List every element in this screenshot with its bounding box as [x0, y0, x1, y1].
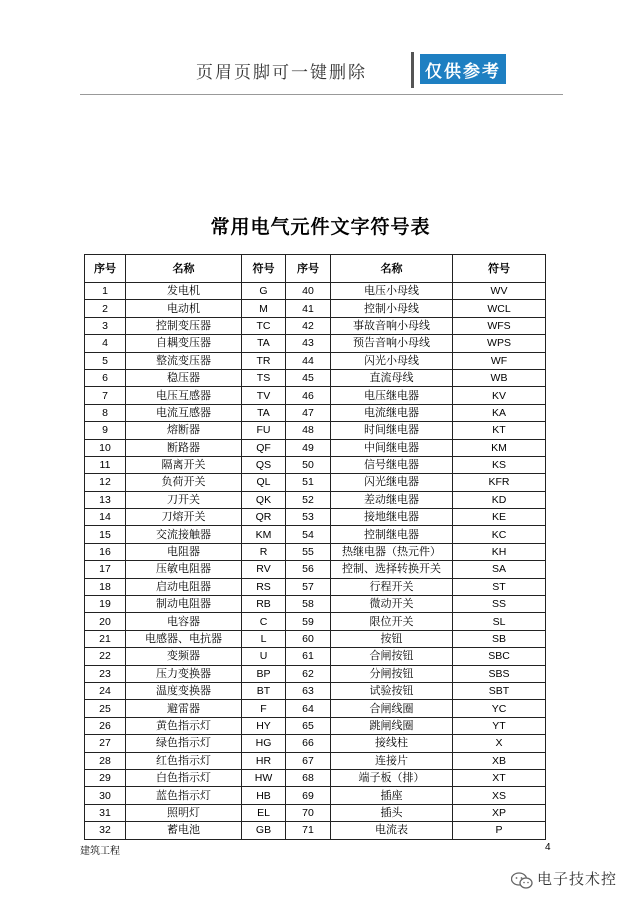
cell-name: 发电机: [126, 283, 242, 300]
cell-symbol: TA: [242, 335, 286, 352]
cell-symbol: RB: [242, 596, 286, 613]
cell-symbol: RV: [242, 561, 286, 578]
cell-index: 30: [85, 787, 126, 804]
cell-symbol: SBC: [453, 648, 546, 665]
header-text: 页眉页脚可一键删除: [196, 63, 367, 83]
header-divider: [411, 52, 414, 88]
watermark-text: 电子技术控: [537, 870, 618, 888]
cell-symbol: KE: [453, 509, 546, 526]
cell-name: 直流母线: [331, 369, 453, 386]
cell-symbol: R: [242, 543, 286, 560]
cell-symbol: F: [242, 700, 286, 717]
cell-name: 绿色指示灯: [126, 735, 242, 752]
cell-name: 熔断器: [126, 422, 242, 439]
cell-index: 10: [85, 439, 126, 456]
cell-name: 插座: [331, 787, 453, 804]
cell-name: 事故音响小母线: [331, 317, 453, 334]
cell-symbol: WV: [453, 283, 546, 300]
table-row: [85, 717, 546, 734]
cell-index: 55: [286, 543, 331, 560]
cell-symbol: TV: [242, 387, 286, 404]
cell-symbol: ST: [453, 578, 546, 595]
cell-symbol: SS: [453, 596, 546, 613]
cell-index: 60: [286, 630, 331, 647]
cell-symbol: C: [242, 613, 286, 630]
cell-index: 11: [85, 456, 126, 473]
cell-name: 隔离开关: [126, 456, 242, 473]
table-row: [85, 526, 546, 543]
cell-symbol: TS: [242, 369, 286, 386]
cell-index: 9: [85, 422, 126, 439]
cell-symbol: M: [242, 300, 286, 317]
cell-name: 控制、选择转换开关: [331, 561, 453, 578]
cell-index: 61: [286, 648, 331, 665]
cell-name: 整流变压器: [126, 352, 242, 369]
cell-symbol: SBS: [453, 665, 546, 682]
cell-symbol: WB: [453, 369, 546, 386]
cell-symbol: QF: [242, 439, 286, 456]
table-row: [85, 439, 546, 456]
cell-name: 电感器、电抗器: [126, 630, 242, 647]
table-row: [85, 387, 546, 404]
cell-name: 变频器: [126, 648, 242, 665]
cell-name: 自耦变压器: [126, 335, 242, 352]
cell-symbol: SA: [453, 561, 546, 578]
table-row: [85, 335, 546, 352]
cell-symbol: YT: [453, 717, 546, 734]
cell-index: 56: [286, 561, 331, 578]
cell-symbol: KA: [453, 404, 546, 421]
cell-index: 57: [286, 578, 331, 595]
cell-symbol: WCL: [453, 300, 546, 317]
cell-index: 63: [286, 682, 331, 699]
cell-name: 电阻器: [126, 543, 242, 560]
header-rule: [80, 94, 563, 95]
cell-index: 17: [85, 561, 126, 578]
cell-index: 69: [286, 787, 331, 804]
cell-index: 67: [286, 752, 331, 769]
cell-name: 交流接触器: [126, 526, 242, 543]
cell-symbol: BT: [242, 682, 286, 699]
table-row: [85, 456, 546, 473]
table-row: [85, 596, 546, 613]
cell-symbol: KD: [453, 491, 546, 508]
cell-index: 62: [286, 665, 331, 682]
cell-name: 启动电阻器: [126, 578, 242, 595]
cell-index: 24: [85, 682, 126, 699]
table-row: [85, 317, 546, 334]
cell-name: 电流互感器: [126, 404, 242, 421]
cell-name: 刀熔开关: [126, 509, 242, 526]
table-row: [85, 474, 546, 491]
cell-symbol: GB: [242, 822, 286, 839]
cell-name: 电压小母线: [331, 283, 453, 300]
cell-name: 照明灯: [126, 804, 242, 821]
cell-name: 中间继电器: [331, 439, 453, 456]
cell-index: 65: [286, 717, 331, 734]
table-row: [85, 630, 546, 647]
page-title: 常用电气元件文字符号表: [210, 216, 431, 238]
wechat-icon: [511, 872, 533, 890]
cell-symbol: WPS: [453, 335, 546, 352]
cell-name: 试验按钮: [331, 682, 453, 699]
cell-name: 闪光小母线: [331, 352, 453, 369]
cell-name: 跳闸线圈: [331, 717, 453, 734]
header-symbol-2: 符号: [453, 255, 546, 283]
table-row: [85, 422, 546, 439]
table-row: [85, 822, 546, 839]
cell-name: 行程开关: [331, 578, 453, 595]
cell-index: 2: [85, 300, 126, 317]
cell-symbol: KS: [453, 456, 546, 473]
table-row: [85, 648, 546, 665]
cell-index: 32: [85, 822, 126, 839]
page-number: 4: [545, 842, 551, 853]
cell-symbol: XP: [453, 804, 546, 821]
cell-symbol: QS: [242, 456, 286, 473]
cell-symbol: QL: [242, 474, 286, 491]
cell-name: 负荷开关: [126, 474, 242, 491]
cell-name: 控制变压器: [126, 317, 242, 334]
cell-symbol: KFR: [453, 474, 546, 491]
cell-symbol: HW: [242, 769, 286, 786]
table-header-row: [85, 255, 546, 283]
cell-index: 59: [286, 613, 331, 630]
cell-symbol: L: [242, 630, 286, 647]
cell-index: 8: [85, 404, 126, 421]
header-index: 序号: [85, 255, 126, 283]
cell-name: 电流继电器: [331, 404, 453, 421]
cell-symbol: KM: [242, 526, 286, 543]
cell-index: 71: [286, 822, 331, 839]
cell-index: 42: [286, 317, 331, 334]
cell-index: 66: [286, 735, 331, 752]
cell-symbol: HY: [242, 717, 286, 734]
cell-name: 电压互感器: [126, 387, 242, 404]
cell-name: 蓄电池: [126, 822, 242, 839]
cell-index: 19: [85, 596, 126, 613]
cell-symbol: KT: [453, 422, 546, 439]
cell-name: 合闸线圈: [331, 700, 453, 717]
cell-index: 23: [85, 665, 126, 682]
cell-name: 稳压器: [126, 369, 242, 386]
cell-symbol: QK: [242, 491, 286, 508]
cell-name: 红色指示灯: [126, 752, 242, 769]
cell-index: 46: [286, 387, 331, 404]
cell-index: 14: [85, 509, 126, 526]
cell-index: 18: [85, 578, 126, 595]
cell-symbol: EL: [242, 804, 286, 821]
cell-symbol: TA: [242, 404, 286, 421]
cell-symbol: KV: [453, 387, 546, 404]
cell-index: 16: [85, 543, 126, 560]
cell-index: 27: [85, 735, 126, 752]
cell-symbol: U: [242, 648, 286, 665]
cell-index: 49: [286, 439, 331, 456]
cell-index: 25: [85, 700, 126, 717]
cell-name: 压敏电阻器: [126, 561, 242, 578]
cell-index: 7: [85, 387, 126, 404]
table-row: [85, 509, 546, 526]
cell-index: 29: [85, 769, 126, 786]
table-row: [85, 352, 546, 369]
cell-index: 3: [85, 317, 126, 334]
cell-index: 70: [286, 804, 331, 821]
cell-symbol: BP: [242, 665, 286, 682]
cell-name: 限位开关: [331, 613, 453, 630]
cell-index: 44: [286, 352, 331, 369]
cell-name: 电容器: [126, 613, 242, 630]
cell-index: 22: [85, 648, 126, 665]
cell-symbol: QR: [242, 509, 286, 526]
header-name: 名称: [126, 255, 242, 283]
table-row: [85, 735, 546, 752]
header-name-2: 名称: [331, 255, 453, 283]
cell-symbol: XS: [453, 787, 546, 804]
cell-index: 64: [286, 700, 331, 717]
table-row: [85, 283, 546, 300]
footer-category: 建筑工程: [80, 846, 120, 857]
cell-name: 接线柱: [331, 735, 453, 752]
table-row: [85, 543, 546, 560]
cell-name: 接地继电器: [331, 509, 453, 526]
symbol-table: [84, 254, 546, 840]
cell-symbol: P: [453, 822, 546, 839]
cell-name: 温度变换器: [126, 682, 242, 699]
cell-symbol: TC: [242, 317, 286, 334]
table-row: [85, 369, 546, 386]
cell-symbol: WF: [453, 352, 546, 369]
cell-name: 控制继电器: [331, 526, 453, 543]
cell-name: 白色指示灯: [126, 769, 242, 786]
cell-symbol: KM: [453, 439, 546, 456]
cell-name: 蓝色指示灯: [126, 787, 242, 804]
cell-name: 连接片: [331, 752, 453, 769]
table-row: [85, 700, 546, 717]
header-index-2: 序号: [286, 255, 331, 283]
cell-symbol: HR: [242, 752, 286, 769]
cell-symbol: SBT: [453, 682, 546, 699]
cell-name: 按钮: [331, 630, 453, 647]
table-row: [85, 613, 546, 630]
cell-index: 54: [286, 526, 331, 543]
cell-name: 压力变换器: [126, 665, 242, 682]
cell-symbol: XT: [453, 769, 546, 786]
cell-index: 31: [85, 804, 126, 821]
table-row: [85, 561, 546, 578]
cell-index: 68: [286, 769, 331, 786]
cell-name: 信号继电器: [331, 456, 453, 473]
cell-name: 刀开关: [126, 491, 242, 508]
table-row: [85, 404, 546, 421]
cell-name: 闪光继电器: [331, 474, 453, 491]
cell-name: 避雷器: [126, 700, 242, 717]
cell-index: 40: [286, 283, 331, 300]
reference-badge: 仅供参考: [420, 54, 506, 84]
table-row: [85, 682, 546, 699]
cell-name: 差动继电器: [331, 491, 453, 508]
cell-symbol: SB: [453, 630, 546, 647]
cell-name: 制动电阻器: [126, 596, 242, 613]
cell-index: 6: [85, 369, 126, 386]
cell-symbol: X: [453, 735, 546, 752]
cell-symbol: G: [242, 283, 286, 300]
cell-index: 28: [85, 752, 126, 769]
cell-name: 插头: [331, 804, 453, 821]
cell-name: 热继电器（热元件）: [331, 543, 453, 560]
cell-name: 分闸按钮: [331, 665, 453, 682]
cell-index: 50: [286, 456, 331, 473]
cell-index: 13: [85, 491, 126, 508]
cell-name: 电动机: [126, 300, 242, 317]
cell-name: 控制小母线: [331, 300, 453, 317]
cell-index: 58: [286, 596, 331, 613]
cell-name: 端子板（排）: [331, 769, 453, 786]
cell-name: 预告音响小母线: [331, 335, 453, 352]
cell-name: 微动开关: [331, 596, 453, 613]
cell-index: 12: [85, 474, 126, 491]
cell-symbol: HB: [242, 787, 286, 804]
cell-index: 21: [85, 630, 126, 647]
cell-index: 48: [286, 422, 331, 439]
table-row: [85, 752, 546, 769]
cell-index: 4: [85, 335, 126, 352]
cell-index: 45: [286, 369, 331, 386]
header-symbol: 符号: [242, 255, 286, 283]
table-row: [85, 804, 546, 821]
cell-index: 53: [286, 509, 331, 526]
cell-symbol: TR: [242, 352, 286, 369]
cell-index: 51: [286, 474, 331, 491]
cell-index: 47: [286, 404, 331, 421]
cell-name: 合闸按钮: [331, 648, 453, 665]
cell-symbol: XB: [453, 752, 546, 769]
cell-name: 断路器: [126, 439, 242, 456]
cell-symbol: YC: [453, 700, 546, 717]
cell-index: 20: [85, 613, 126, 630]
cell-index: 41: [286, 300, 331, 317]
cell-symbol: KC: [453, 526, 546, 543]
table-row: [85, 578, 546, 595]
cell-index: 43: [286, 335, 331, 352]
cell-symbol: RS: [242, 578, 286, 595]
table-row: [85, 769, 546, 786]
cell-symbol: WFS: [453, 317, 546, 334]
cell-name: 时间继电器: [331, 422, 453, 439]
cell-name: 黄色指示灯: [126, 717, 242, 734]
cell-index: 5: [85, 352, 126, 369]
cell-name: 电流表: [331, 822, 453, 839]
cell-name: 电压继电器: [331, 387, 453, 404]
cell-index: 1: [85, 283, 126, 300]
table-row: [85, 300, 546, 317]
cell-index: 26: [85, 717, 126, 734]
cell-symbol: SL: [453, 613, 546, 630]
table-row: [85, 665, 546, 682]
cell-symbol: HG: [242, 735, 286, 752]
cell-index: 15: [85, 526, 126, 543]
table-row: [85, 787, 546, 804]
cell-index: 52: [286, 491, 331, 508]
table-row: [85, 491, 546, 508]
cell-symbol: FU: [242, 422, 286, 439]
cell-symbol: KH: [453, 543, 546, 560]
